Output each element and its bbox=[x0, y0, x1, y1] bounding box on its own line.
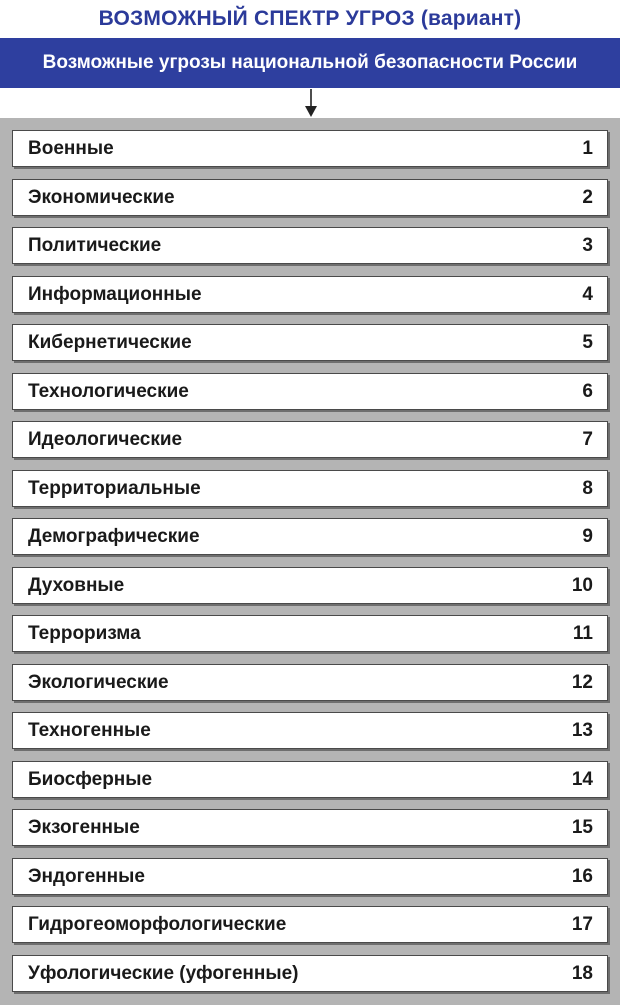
threat-number: 8 bbox=[582, 477, 593, 499]
threat-row bbox=[12, 858, 608, 895]
threats-list bbox=[12, 130, 608, 1003]
threat-label: Биосферные bbox=[28, 768, 153, 790]
header-label: Возможные угрозы национальной безопасности России bbox=[42, 52, 578, 73]
threat-label: Технологические bbox=[28, 380, 189, 402]
threat-number: 15 bbox=[571, 817, 593, 838]
threat-number: 3 bbox=[582, 235, 593, 256]
threat-number: 10 bbox=[571, 574, 593, 596]
threat-row bbox=[12, 809, 608, 846]
threat-number: 17 bbox=[571, 914, 593, 935]
threat-row bbox=[12, 906, 608, 943]
threat-label: Военные bbox=[28, 138, 114, 159]
threat-label: Идеологические bbox=[28, 429, 183, 450]
threat-label: Экономические bbox=[28, 186, 175, 208]
threat-label: Территориальные bbox=[28, 477, 201, 499]
threat-row bbox=[12, 227, 608, 264]
threat-label: Кибернетические bbox=[28, 332, 192, 353]
threat-row bbox=[12, 179, 608, 216]
threat-number: 11 bbox=[572, 623, 593, 644]
threat-label: Гидрогеоморфологические bbox=[28, 914, 287, 935]
threat-number: 9 bbox=[582, 526, 593, 547]
threat-number: 14 bbox=[571, 768, 593, 790]
threat-label: Духовные bbox=[28, 574, 125, 596]
threat-number: 12 bbox=[571, 671, 593, 693]
threat-row bbox=[12, 130, 608, 167]
threat-label: Демографические bbox=[28, 526, 200, 547]
threat-row bbox=[12, 664, 608, 701]
threat-row bbox=[12, 324, 608, 361]
threat-row bbox=[12, 955, 608, 992]
threat-label: Эндогенные bbox=[28, 865, 145, 887]
arrow-down-icon bbox=[304, 89, 318, 118]
threat-number: 4 bbox=[582, 283, 593, 305]
threat-number: 6 bbox=[582, 380, 593, 402]
threat-label: Политические bbox=[28, 235, 162, 256]
header-bar bbox=[0, 38, 620, 88]
threat-number: 2 bbox=[582, 186, 593, 208]
threat-row bbox=[12, 761, 608, 798]
threat-number: 5 bbox=[582, 332, 593, 353]
threat-row bbox=[12, 373, 608, 410]
threat-label: Экзогенные bbox=[28, 817, 140, 838]
threat-label: Экологические bbox=[28, 671, 169, 693]
threat-label: Техногенные bbox=[28, 720, 151, 741]
threat-label: Терроризма bbox=[28, 623, 141, 644]
threat-number: 18 bbox=[571, 962, 593, 984]
threat-row bbox=[12, 276, 608, 313]
threat-label: Уфологические (уфогенные) bbox=[28, 962, 299, 984]
threat-number: 1 bbox=[582, 138, 593, 159]
threat-row bbox=[12, 518, 608, 555]
threat-label: Информационные bbox=[28, 283, 202, 305]
threat-number: 13 bbox=[571, 720, 593, 741]
threat-row bbox=[12, 567, 608, 604]
threat-row bbox=[12, 470, 608, 507]
threat-row bbox=[12, 421, 608, 458]
threat-row bbox=[12, 712, 608, 749]
threat-number: 7 bbox=[582, 429, 593, 450]
threat-number: 16 bbox=[571, 865, 593, 887]
diagram-title: ВОЗМОЖНЫЙ СПЕКТР УГРОЗ (вариант) bbox=[98, 7, 522, 30]
threat-row bbox=[12, 615, 608, 652]
threats-panel bbox=[0, 118, 620, 1005]
